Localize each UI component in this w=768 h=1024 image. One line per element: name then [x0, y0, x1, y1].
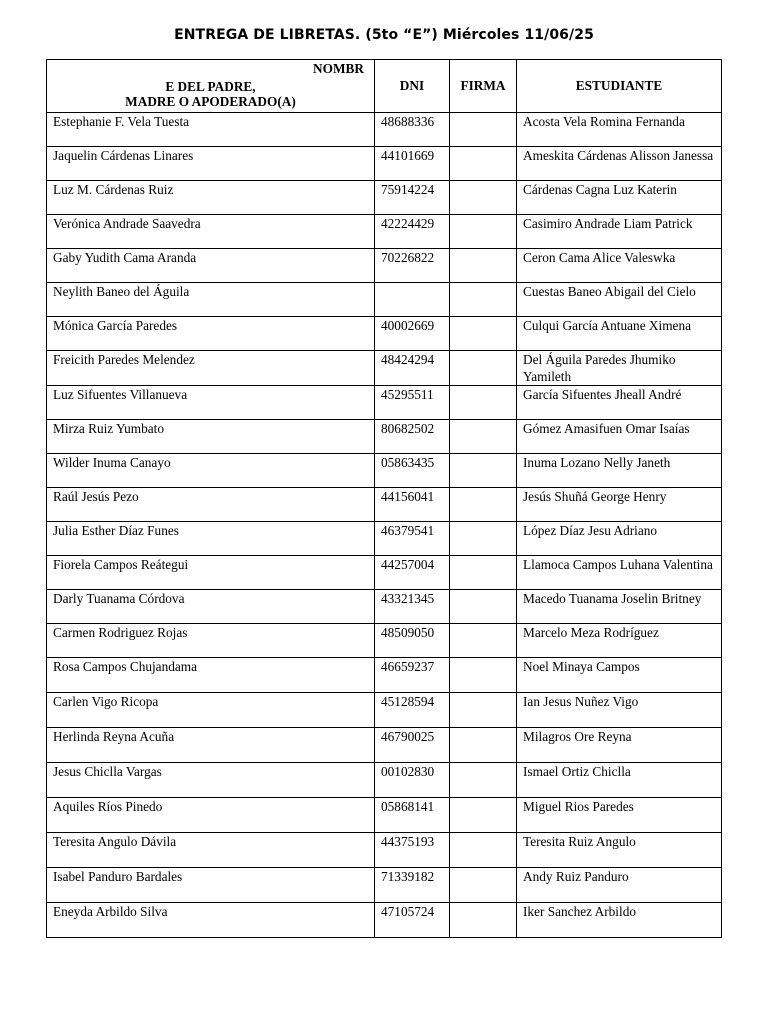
student-name-cell: Milagros Ore Reyna: [517, 728, 722, 763]
parent-name-cell: Rosa Campos Chujandama: [47, 658, 375, 693]
parent-name-cell: Wilder Inuma Canayo: [47, 454, 375, 488]
dni-cell: 45128594: [375, 693, 450, 728]
student-name-cell: Noel Minaya Campos: [517, 658, 722, 693]
table-row: [47, 868, 722, 903]
signature-cell: [450, 420, 517, 454]
table-row: [47, 798, 722, 833]
dni-cell: 80682502: [375, 420, 450, 454]
student-name-cell: Casimiro Andrade Liam Patrick: [517, 215, 722, 249]
parent-name-cell: Jesus Chiclla Vargas: [47, 763, 375, 798]
table-row: [47, 763, 722, 798]
dni-cell: 48424294: [375, 351, 450, 386]
parent-name-cell: Carlen Vigo Ricopa: [47, 693, 375, 728]
table-row: [47, 488, 722, 522]
signature-cell: [450, 798, 517, 833]
student-name-cell: Cárdenas Cagna Luz Katerin: [517, 181, 722, 215]
header-parent-line1: NOMBR: [313, 61, 364, 76]
student-name-cell: Gómez Amasifuen Omar Isaías: [517, 420, 722, 454]
table-row: [47, 903, 722, 938]
table-row: [47, 658, 722, 693]
student-name-cell: García Sifuentes Jheall André: [517, 386, 722, 420]
student-name-cell: Del Águila Paredes Jhumiko Yamileth: [517, 351, 722, 386]
student-name-cell: Cuestas Baneo Abigail del Cielo: [517, 283, 722, 317]
signature-cell: [450, 522, 517, 556]
parent-name-cell: Jaquelin Cárdenas Linares: [47, 147, 375, 181]
parent-name-cell: Verónica Andrade Saavedra: [47, 215, 375, 249]
signature-cell: [450, 317, 517, 351]
dni-cell: 43321345: [375, 590, 450, 624]
table-row: [47, 454, 722, 488]
signature-cell: [450, 658, 517, 693]
parent-name-cell: Estephanie F. Vela Tuesta: [47, 113, 375, 147]
signature-cell: [450, 351, 517, 386]
table-row: [47, 249, 722, 283]
table-row: [47, 833, 722, 868]
dni-cell: 44257004: [375, 556, 450, 590]
signature-cell: [450, 868, 517, 903]
parent-name-cell: Teresita Angulo Dávila: [47, 833, 375, 868]
header-student: ESTUDIANTE: [517, 60, 722, 113]
dni-cell: 00102830: [375, 763, 450, 798]
parent-name-cell: Raúl Jesús Pezo: [47, 488, 375, 522]
header-dni: DNI: [375, 60, 450, 113]
parent-name-cell: Aquiles Ríos Pinedo: [47, 798, 375, 833]
student-name-cell: Iker Sanchez Arbildo: [517, 903, 722, 938]
student-name-cell: López Díaz Jesu Adriano: [517, 522, 722, 556]
table-row: [47, 317, 722, 351]
signature-cell: [450, 249, 517, 283]
dni-cell: 44156041: [375, 488, 450, 522]
dni-cell: 75914224: [375, 181, 450, 215]
dni-cell: 44375193: [375, 833, 450, 868]
table-row: [47, 728, 722, 763]
parent-name-cell: Freicith Paredes Melendez: [47, 351, 375, 386]
signature-cell: [450, 181, 517, 215]
student-name-cell: Andy Ruiz Panduro: [517, 868, 722, 903]
parent-name-cell: Julia Esther Díaz Funes: [47, 522, 375, 556]
table-row: [47, 351, 722, 386]
student-name-cell: Miguel Rios Paredes: [517, 798, 722, 833]
dni-cell: 45295511: [375, 386, 450, 420]
table-row: [47, 283, 722, 317]
header-parent-line2a: E DEL PADRE,: [165, 79, 256, 94]
dni-cell: 46659237: [375, 658, 450, 693]
dni-cell: 46379541: [375, 522, 450, 556]
student-name-cell: Ismael Ortiz Chiclla: [517, 763, 722, 798]
student-name-cell: Acosta Vela Romina Fernanda: [517, 113, 722, 147]
signature-cell: [450, 624, 517, 658]
student-name-cell: Jesús Shuñá George Henry: [517, 488, 722, 522]
parent-name-cell: Mirza Ruiz Yumbato: [47, 420, 375, 454]
parent-name-cell: Eneyda Arbildo Silva: [47, 903, 375, 938]
signature-cell: [450, 386, 517, 420]
header-parent-name: [47, 60, 375, 113]
header-parent-line2b: MADRE O APODERADO(A): [125, 94, 296, 109]
student-name-cell: Llamoca Campos Luhana Valentina: [517, 556, 722, 590]
dni-cell: 44101669: [375, 147, 450, 181]
signature-cell: [450, 590, 517, 624]
dni-cell: 05863435: [375, 454, 450, 488]
table-row: [47, 181, 722, 215]
signature-cell: [450, 903, 517, 938]
student-name-cell: Teresita Ruiz Angulo: [517, 833, 722, 868]
signature-cell: [450, 763, 517, 798]
signature-cell: [450, 454, 517, 488]
parent-name-cell: Carmen Rodriguez Rojas: [47, 624, 375, 658]
table-row: [47, 693, 722, 728]
dni-cell: 48688336: [375, 113, 450, 147]
student-name-cell: Culqui García Antuane Ximena: [517, 317, 722, 351]
signature-cell: [450, 693, 517, 728]
table-row: [47, 522, 722, 556]
dni-cell: 71339182: [375, 868, 450, 903]
dni-cell: 48509050: [375, 624, 450, 658]
parent-name-cell: Neylith Baneo del Águila: [47, 283, 375, 317]
dni-cell: 42224429: [375, 215, 450, 249]
dni-cell: [375, 283, 450, 317]
dni-cell: 47105724: [375, 903, 450, 938]
dni-cell: 70226822: [375, 249, 450, 283]
student-name-cell: Ceron Cama Alice Valeswka: [517, 249, 722, 283]
delivery-table: [46, 59, 722, 938]
student-name-cell: Macedo Tuanama Joselin Britney: [517, 590, 722, 624]
header-row: [47, 60, 722, 113]
dni-cell: 40002669: [375, 317, 450, 351]
table-row: [47, 420, 722, 454]
signature-cell: [450, 833, 517, 868]
dni-cell: 05868141: [375, 798, 450, 833]
parent-name-cell: Fiorela Campos Reátegui: [47, 556, 375, 590]
table-row: [47, 624, 722, 658]
parent-name-cell: Darly Tuanama Córdova: [47, 590, 375, 624]
table-row: [47, 590, 722, 624]
header-firma: FIRMA: [450, 60, 517, 113]
parent-name-cell: Herlinda Reyna Acuña: [47, 728, 375, 763]
page-title: ENTREGA DE LIBRETAS. (5to “E”) Miércoles 11/06/25: [174, 27, 594, 43]
student-name-cell: Marcelo Meza Rodríguez: [517, 624, 722, 658]
parent-name-cell: Luz Sifuentes Villanueva: [47, 386, 375, 420]
table-row: [47, 215, 722, 249]
signature-cell: [450, 113, 517, 147]
signature-cell: [450, 147, 517, 181]
student-name-cell: Inuma Lozano Nelly Janeth: [517, 454, 722, 488]
parent-name-cell: Luz M. Cárdenas Ruiz: [47, 181, 375, 215]
student-name-cell: Ameskita Cárdenas Alisson Janessa: [517, 147, 722, 181]
student-name-cell: Ian Jesus Nuñez Vigo: [517, 693, 722, 728]
parent-name-cell: Gaby Yudith Cama Aranda: [47, 249, 375, 283]
parent-name-cell: Isabel Panduro Bardales: [47, 868, 375, 903]
table-row: [47, 147, 722, 181]
signature-cell: [450, 215, 517, 249]
table-row: [47, 113, 722, 147]
dni-cell: 46790025: [375, 728, 450, 763]
signature-cell: [450, 728, 517, 763]
signature-cell: [450, 283, 517, 317]
table-row: [47, 386, 722, 420]
table-row: [47, 556, 722, 590]
signature-cell: [450, 556, 517, 590]
signature-cell: [450, 488, 517, 522]
parent-name-cell: Mónica García Paredes: [47, 317, 375, 351]
